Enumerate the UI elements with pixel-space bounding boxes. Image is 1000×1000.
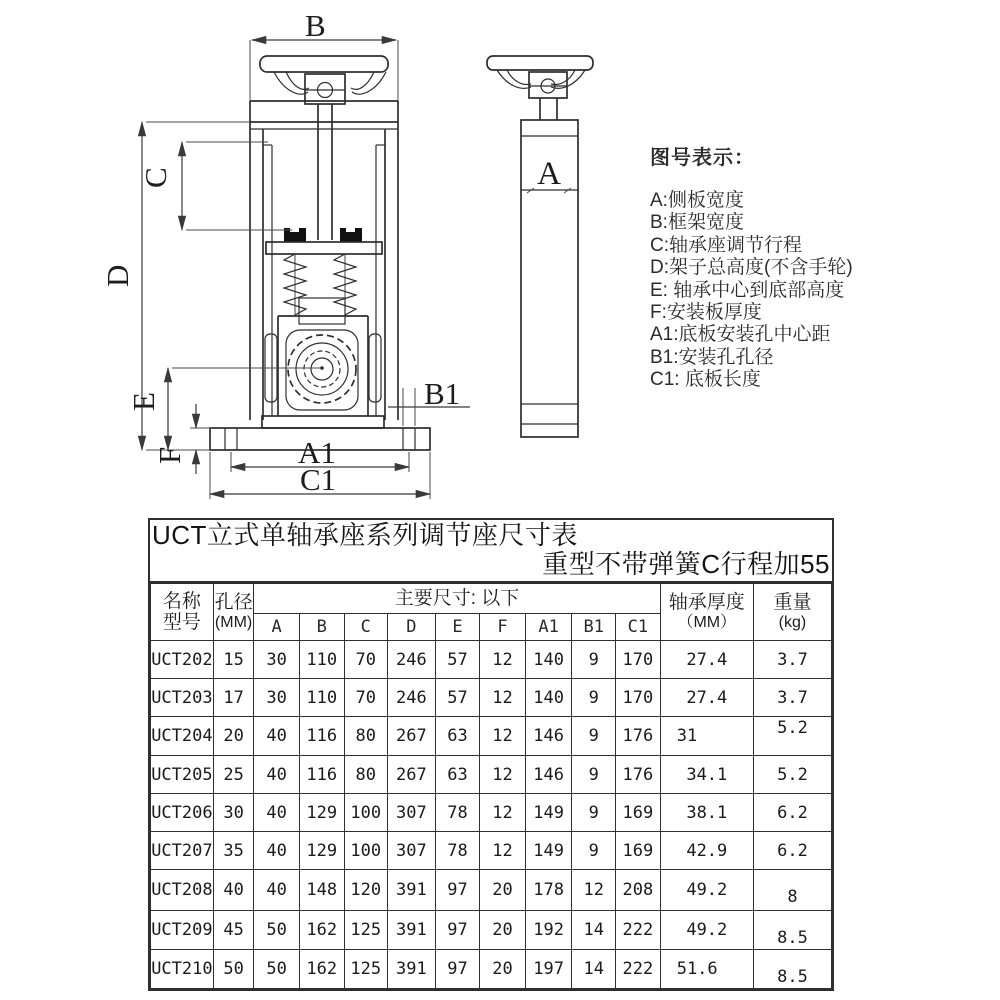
cell-weight: 3.7 [753,679,831,717]
col-header-main-dims: 主要尺寸: 以下 [254,584,660,614]
cell-dim: 267 [388,717,436,756]
cell-dim: 97 [435,870,480,911]
col-header-dim: B [299,614,344,641]
col-header-dim: F [480,614,526,641]
cell-thickness: 27.4 [660,641,753,679]
cell-dim: 208 [616,870,661,911]
cell-dim: 307 [388,794,436,832]
table-row [151,911,832,950]
cell-bore: 50 [213,950,254,989]
cell-bore: 25 [213,756,254,794]
cell-dim: 146 [525,717,572,756]
table-row [151,641,832,679]
cell-dim: 14 [572,950,616,989]
cell-dim: 120 [344,870,388,911]
col-header-bore: 孔径 (MM) [213,584,254,641]
legend-item: C:轴承座调节行程 [650,234,803,256]
cell-dim: 20 [480,870,526,911]
cell-dim: 162 [299,911,344,950]
legend-item: F:安装板厚度 [650,302,762,324]
dimension-table [150,583,832,989]
cell-dim: 110 [299,679,344,717]
cell-dim: 162 [299,950,344,989]
cell-dim: 97 [435,911,480,950]
dim-label-A1: A1 [298,435,336,470]
cell-dim: 129 [299,794,344,832]
cell-dim: 57 [435,641,480,679]
cell-dim: 30 [254,679,300,717]
cell-dim: 57 [435,679,480,717]
cell-dim: 12 [480,717,526,756]
cell-thickness: 49.2 [660,911,753,950]
cell-dim: 9 [572,832,616,870]
cell-dim: 9 [572,717,616,756]
frame [250,101,398,420]
cell-dim: 116 [299,756,344,794]
cell-dim: 149 [525,794,572,832]
cell-weight: 6.2 [753,832,831,870]
cell-dim: 40 [254,832,300,870]
cell-dim: 176 [616,717,661,756]
cell-dim: 129 [299,832,344,870]
cell-dim: 12 [572,870,616,911]
cell-dim: 140 [525,641,572,679]
cell-dim: 78 [435,832,480,870]
col-header-dim: A [254,614,300,641]
cell-dim: 146 [525,756,572,794]
cell-dim: 63 [435,756,480,794]
cell-dim: 9 [572,641,616,679]
cell-dim: 63 [435,717,480,756]
col-header-dim: C1 [616,614,661,641]
cell-dim: 78 [435,794,480,832]
adjuster-and-springs [266,228,382,316]
cell-dim: 125 [344,950,388,989]
cell-model: UCT204 [151,717,214,756]
col-header-model: 名称 型号 [151,584,214,641]
cell-dim: 40 [254,870,300,911]
legend-item: D:架子总高度(不含手轮) [650,257,853,279]
legend [650,141,980,392]
table-row [151,870,832,911]
cell-dim: 170 [616,641,661,679]
cell-model: UCT203 [151,679,214,717]
cell-dim: 116 [299,717,344,756]
legend-item: B1:安装孔孔径 [650,346,774,368]
dim-label-D: D [100,264,135,287]
cell-dim: 80 [344,717,388,756]
cell-thickness: 27.4 [660,679,753,717]
dim-label-C1: C1 [300,462,337,497]
legend-item: A:侧板宽度 [650,190,744,211]
cell-weight: 3.7 [753,641,831,679]
col-header-dim: D [388,614,436,641]
cell-dim: 307 [388,832,436,870]
cell-dim: 12 [480,679,526,717]
legend-item: A1:底板安装孔中心距 [650,324,831,346]
cell-bore: 45 [213,911,254,950]
col-header-dim: B1 [572,614,616,641]
cell-bore: 30 [213,794,254,832]
cell-dim: 110 [299,641,344,679]
cell-thickness: 38.1 [660,794,753,832]
cell-model: UCT202 [151,641,214,679]
table-title-line2: 重型不带弹簧C行程加55 [542,549,830,579]
cell-dim: 170 [616,679,661,717]
cell-model: UCT206 [151,794,214,832]
table-row [151,950,832,989]
table-title-line1: UCT立式单轴承座系列调节座尺寸表 [152,520,578,550]
table-row [151,717,832,756]
col-header-thickness: 轴承厚度 （MM） [660,584,753,641]
handwheel-front-icon [260,56,388,104]
dim-label-E: E [126,392,161,411]
cell-weight: 8.5 [753,950,831,989]
cell-model: UCT209 [151,911,214,950]
cell-model: UCT207 [151,832,214,870]
cell-dim: 30 [254,641,300,679]
table-row [151,794,832,832]
cell-dim: 12 [480,832,526,870]
cell-dim: 176 [616,756,661,794]
cell-dim: 149 [525,832,572,870]
cell-dim: 391 [388,870,436,911]
cell-dim: 267 [388,756,436,794]
cell-dim: 9 [572,756,616,794]
cell-dim: 391 [388,911,436,950]
cell-dim: 222 [616,911,661,950]
cell-dim: 40 [254,717,300,756]
dim-label-A: A [537,156,561,192]
bearing-housing [262,298,384,428]
table-row [151,832,832,870]
dim-label-B1: B1 [424,376,461,411]
cell-dim: 50 [254,950,300,989]
handwheel-side-icon [487,56,593,98]
legend-item: E: 轴承中心到底部高度 [650,279,845,301]
cell-dim: 246 [388,641,436,679]
cell-dim: 12 [480,756,526,794]
cell-thickness: 42.9 [660,832,753,870]
cell-bore: 20 [213,717,254,756]
cell-dim: 40 [254,794,300,832]
cell-thickness: 31 [660,717,753,756]
table-title [150,520,832,583]
cell-weight: 8.5 [753,911,831,950]
cell-dim: 125 [344,911,388,950]
cell-dim: 70 [344,679,388,717]
dim-label-C: C [138,167,173,188]
cell-dim: 169 [616,794,661,832]
cell-thickness: 49.2 [660,870,753,911]
cell-dim: 178 [525,870,572,911]
col-header-dim: C [344,614,388,641]
cell-bore: 35 [213,832,254,870]
col-header-dim: E [435,614,480,641]
cell-weight: 5.2 [753,756,831,794]
cell-dim: 222 [616,950,661,989]
dim-label-F: F [152,446,187,464]
cell-dim: 100 [344,832,388,870]
cell-dim: 40 [254,756,300,794]
cell-dim: 246 [388,679,436,717]
col-header-weight: 重量 (kg) [753,584,831,641]
cell-dim: 9 [572,679,616,717]
cell-dim: 12 [480,794,526,832]
cell-dim: 148 [299,870,344,911]
spec-table [148,518,834,991]
legend-item: B:框架宽度 [650,212,744,234]
cell-model: UCT205 [151,756,214,794]
cell-dim: 20 [480,911,526,950]
cell-bore: 17 [213,679,254,717]
col-header-dim: A1 [525,614,572,641]
cell-dim: 12 [480,641,526,679]
cell-dim: 20 [480,950,526,989]
cell-dim: 14 [572,911,616,950]
cell-model: UCT210 [151,950,214,989]
cell-dim: 100 [344,794,388,832]
table-row [151,679,832,717]
cell-dim: 9 [572,794,616,832]
table-row [151,756,832,794]
cell-dim: 391 [388,950,436,989]
cell-weight: 8 [753,870,831,911]
dim-label-B: B [305,8,326,43]
cell-thickness: 34.1 [660,756,753,794]
cell-bore: 15 [213,641,254,679]
legend-item: C1: 底板长度 [650,369,761,391]
front-view [100,8,470,499]
cell-bore: 40 [213,870,254,911]
cell-dim: 70 [344,641,388,679]
cell-dim: 97 [435,950,480,989]
cell-dim: 50 [254,911,300,950]
side-view [487,56,593,437]
cell-dim: 197 [525,950,572,989]
cell-model: UCT208 [151,870,214,911]
cell-dim: 169 [616,832,661,870]
cell-dim: 140 [525,679,572,717]
cell-dim: 192 [525,911,572,950]
legend-title: 图号表示： [650,147,755,169]
cell-weight: 5.2 [753,717,831,756]
cell-weight: 6.2 [753,794,831,832]
cell-thickness: 51.6 [660,950,753,989]
cell-dim: 80 [344,756,388,794]
